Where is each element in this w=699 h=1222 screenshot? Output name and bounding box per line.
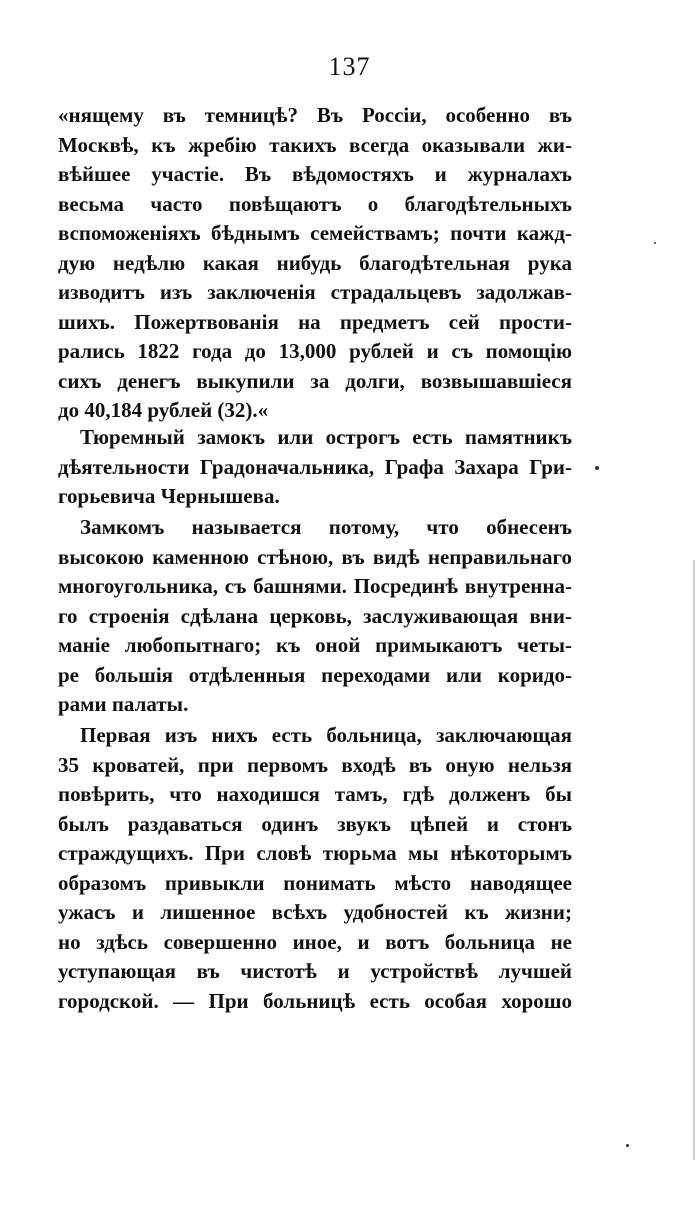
text-line: Первая изъ нихъ есть больница, заключающая [80,723,572,747]
text-line: маніе любопытнаго; къ оной примыкаютъ четы- [58,633,572,657]
text-line: «нящему въ темницѣ? Въ Россіи, особенно въ [58,103,572,127]
text-line: сихъ денегъ выкупили за долги, возвышавшіеся [58,368,572,393]
text-line: образомъ привыкли понимать мѣсто наводящее [58,870,572,895]
paragraph-quote [58,101,572,426]
text-line: Замкомъ называется потому, что обнесенъ [80,515,572,539]
text-line: рались 1822 года до 13,000 рублей и съ помощію [58,339,572,363]
paragraph-hospital [58,721,572,1016]
paragraph-prison-castle [58,423,572,512]
text-line: Тюремный замокъ или острогъ есть памятникъ [80,425,572,449]
page-edge-shadow [693,560,695,1160]
ink-speck [626,1144,629,1147]
text-line: высокою каменною стѣною, въ видѣ неправильнаго [58,544,572,569]
text-line: дую недѣлю какая нибудь благодѣтельная рука [58,250,572,275]
text-line: изводитъ изъ заключенія страдальцевъ задолжав- [58,280,572,304]
text-line: горьевича Чернышева. [58,484,280,508]
text-line: ужасъ и лишенное всѣхъ удобностей къ жизни; [58,900,572,924]
text-line: вспоможеніяхъ бѣднымъ семействамъ; почти кажд- [58,221,572,245]
text-line: многоугольника, съ башнями. Посрединѣ внутренна- [58,574,572,598]
text-line: уступающая въ чистотѣ и устройствѣ лучшей [58,959,572,983]
page-number: 137 [328,52,371,81]
text-line: весьма часто повѣщаютъ о благодѣтельныхъ [58,191,572,216]
ink-speck [654,242,656,244]
text-line: ре большія отдѣленныя переходами или коридо- [58,662,572,687]
text-line: го строенія сдѣлана церковь, заслуживающая вни- [58,603,572,628]
text-line: повѣрить, что находишся тамъ, гдѣ долженъ бы [58,782,572,806]
paragraph-castle-description [58,513,572,720]
ink-speck [595,466,599,470]
text-line: былъ раздаваться одинъ звукъ цѣпей и стонъ [58,811,572,836]
text-line: 35 кроватей, при первомъ входѣ въ оную нельзя [58,752,572,777]
text-line: но здѣсь совершенно иное, и вотъ больница не [58,929,572,954]
text-line: рами палаты. [58,692,189,716]
text-line: дѣятельности Градоначальника, Графа Захара Гри- [58,454,572,479]
text-line: страждущихъ. При словѣ тюрьма мы нѣкоторымъ [58,841,572,865]
text-line: вѣйшее участіе. Въ вѣдомостяхъ и журналахъ [58,162,572,186]
text-line: городской. — При больницѣ есть особая хорошо [58,988,572,1013]
text-line: шихъ. Пожертвованія на предметъ сей прости- [58,309,572,334]
text-line: до 40,184 рублей (32).« [58,398,269,422]
text-line: Москвѣ, къ жребію такихъ всегда оказывали жи- [58,132,572,157]
